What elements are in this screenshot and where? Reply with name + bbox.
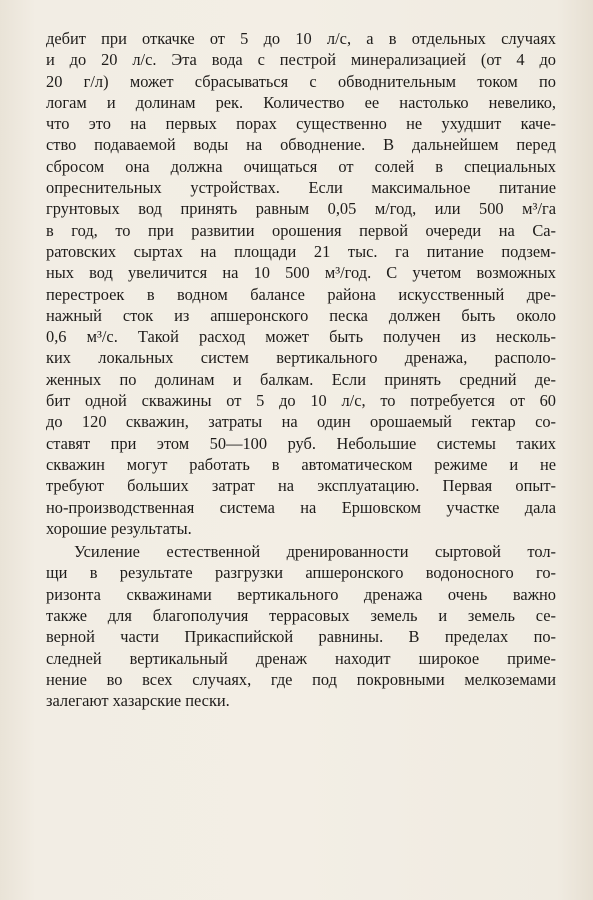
- text-line: ставят при этом 50—100 руб. Небольшие системы таких: [46, 433, 556, 453]
- text-line: в год, то при развитии орошения первой очереди на Са-: [46, 220, 556, 240]
- text-line: 0,6 м³/с. Такой расход может быть получен из несколь-: [46, 327, 556, 347]
- text-line: ство подаваемой воды на обводнение. В дальнейшем перед: [46, 135, 556, 155]
- text-line: что это на первых порах существенно не ухудшит каче-: [46, 114, 556, 134]
- text-line: щи в результате разгрузки апшеронского водоносного го-: [46, 563, 556, 583]
- text-line: верной части Прикаспийской равнины. В пределах по-: [46, 627, 556, 647]
- text-line: сбросом она должна очищаться от солей в специальных: [46, 156, 556, 176]
- text-line: нение во всех случаях, где под покровными мелкоземами: [46, 669, 556, 689]
- text-line: ризонта скважинами вертикального дренажа очень важно: [46, 584, 556, 604]
- text-line: опреснительных устройствах. Если максимальное питание: [46, 178, 556, 198]
- text-line: но-производственная система на Ершовском участке дала: [46, 497, 556, 517]
- text-line: хорошие результаты.: [46, 518, 192, 538]
- text-line: также для благополучия террасовых земель и земель се-: [46, 606, 556, 626]
- page-text: [46, 28, 556, 712]
- text-line: залегают хазарские пески.: [46, 691, 230, 711]
- text-line: перестроек в водном балансе района искусственный дре-: [46, 284, 556, 304]
- text-line: Усиление естественной дренированности сыртовой тол-: [74, 542, 556, 562]
- text-line: и до 20 л/с. Эта вода с пестрой минерализацией (от 4 до: [46, 50, 556, 70]
- text-line: до 120 скважин, затраты на один орошаемый гектар со-: [46, 412, 556, 432]
- text-line: следней вертикальный дренаж находит широкое приме-: [46, 648, 556, 668]
- text-line: бит одной скважины от 5 до 10 л/с, то потребуется от 60: [46, 391, 556, 411]
- text-line: нажный сток из апшеронского песка должен быть около: [46, 305, 556, 325]
- text-line: ных вод увеличится на 10 500 м³/год. С учетом возможных: [46, 263, 556, 283]
- text-line: требуют больших затрат на эксплуатацию. Первая опыт-: [46, 476, 556, 496]
- text-line: 20 г/л) может сбрасываться с обводнительным током по: [46, 71, 556, 91]
- text-line: грунтовых вод принять равным 0,05 м/год, или 500 м³/га: [46, 199, 556, 219]
- text-line: ратовских сыртах на площади 21 тыс. га питание подзем-: [46, 241, 556, 261]
- text-line: ких локальных систем вертикального дренажа, располо-: [46, 348, 556, 368]
- paragraph-1: [46, 28, 556, 539]
- text-line: логам и долинам рек. Количество ее настолько невелико,: [46, 92, 556, 112]
- text-line: скважин могут работать в автоматическом режиме и не: [46, 454, 556, 474]
- paragraph-2: [46, 541, 556, 711]
- text-line: дебит при откачке от 5 до 10 л/с, а в отдельных случаях: [46, 29, 556, 48]
- text-line: женных по долинам и балкам. Если принять средний де-: [46, 369, 556, 389]
